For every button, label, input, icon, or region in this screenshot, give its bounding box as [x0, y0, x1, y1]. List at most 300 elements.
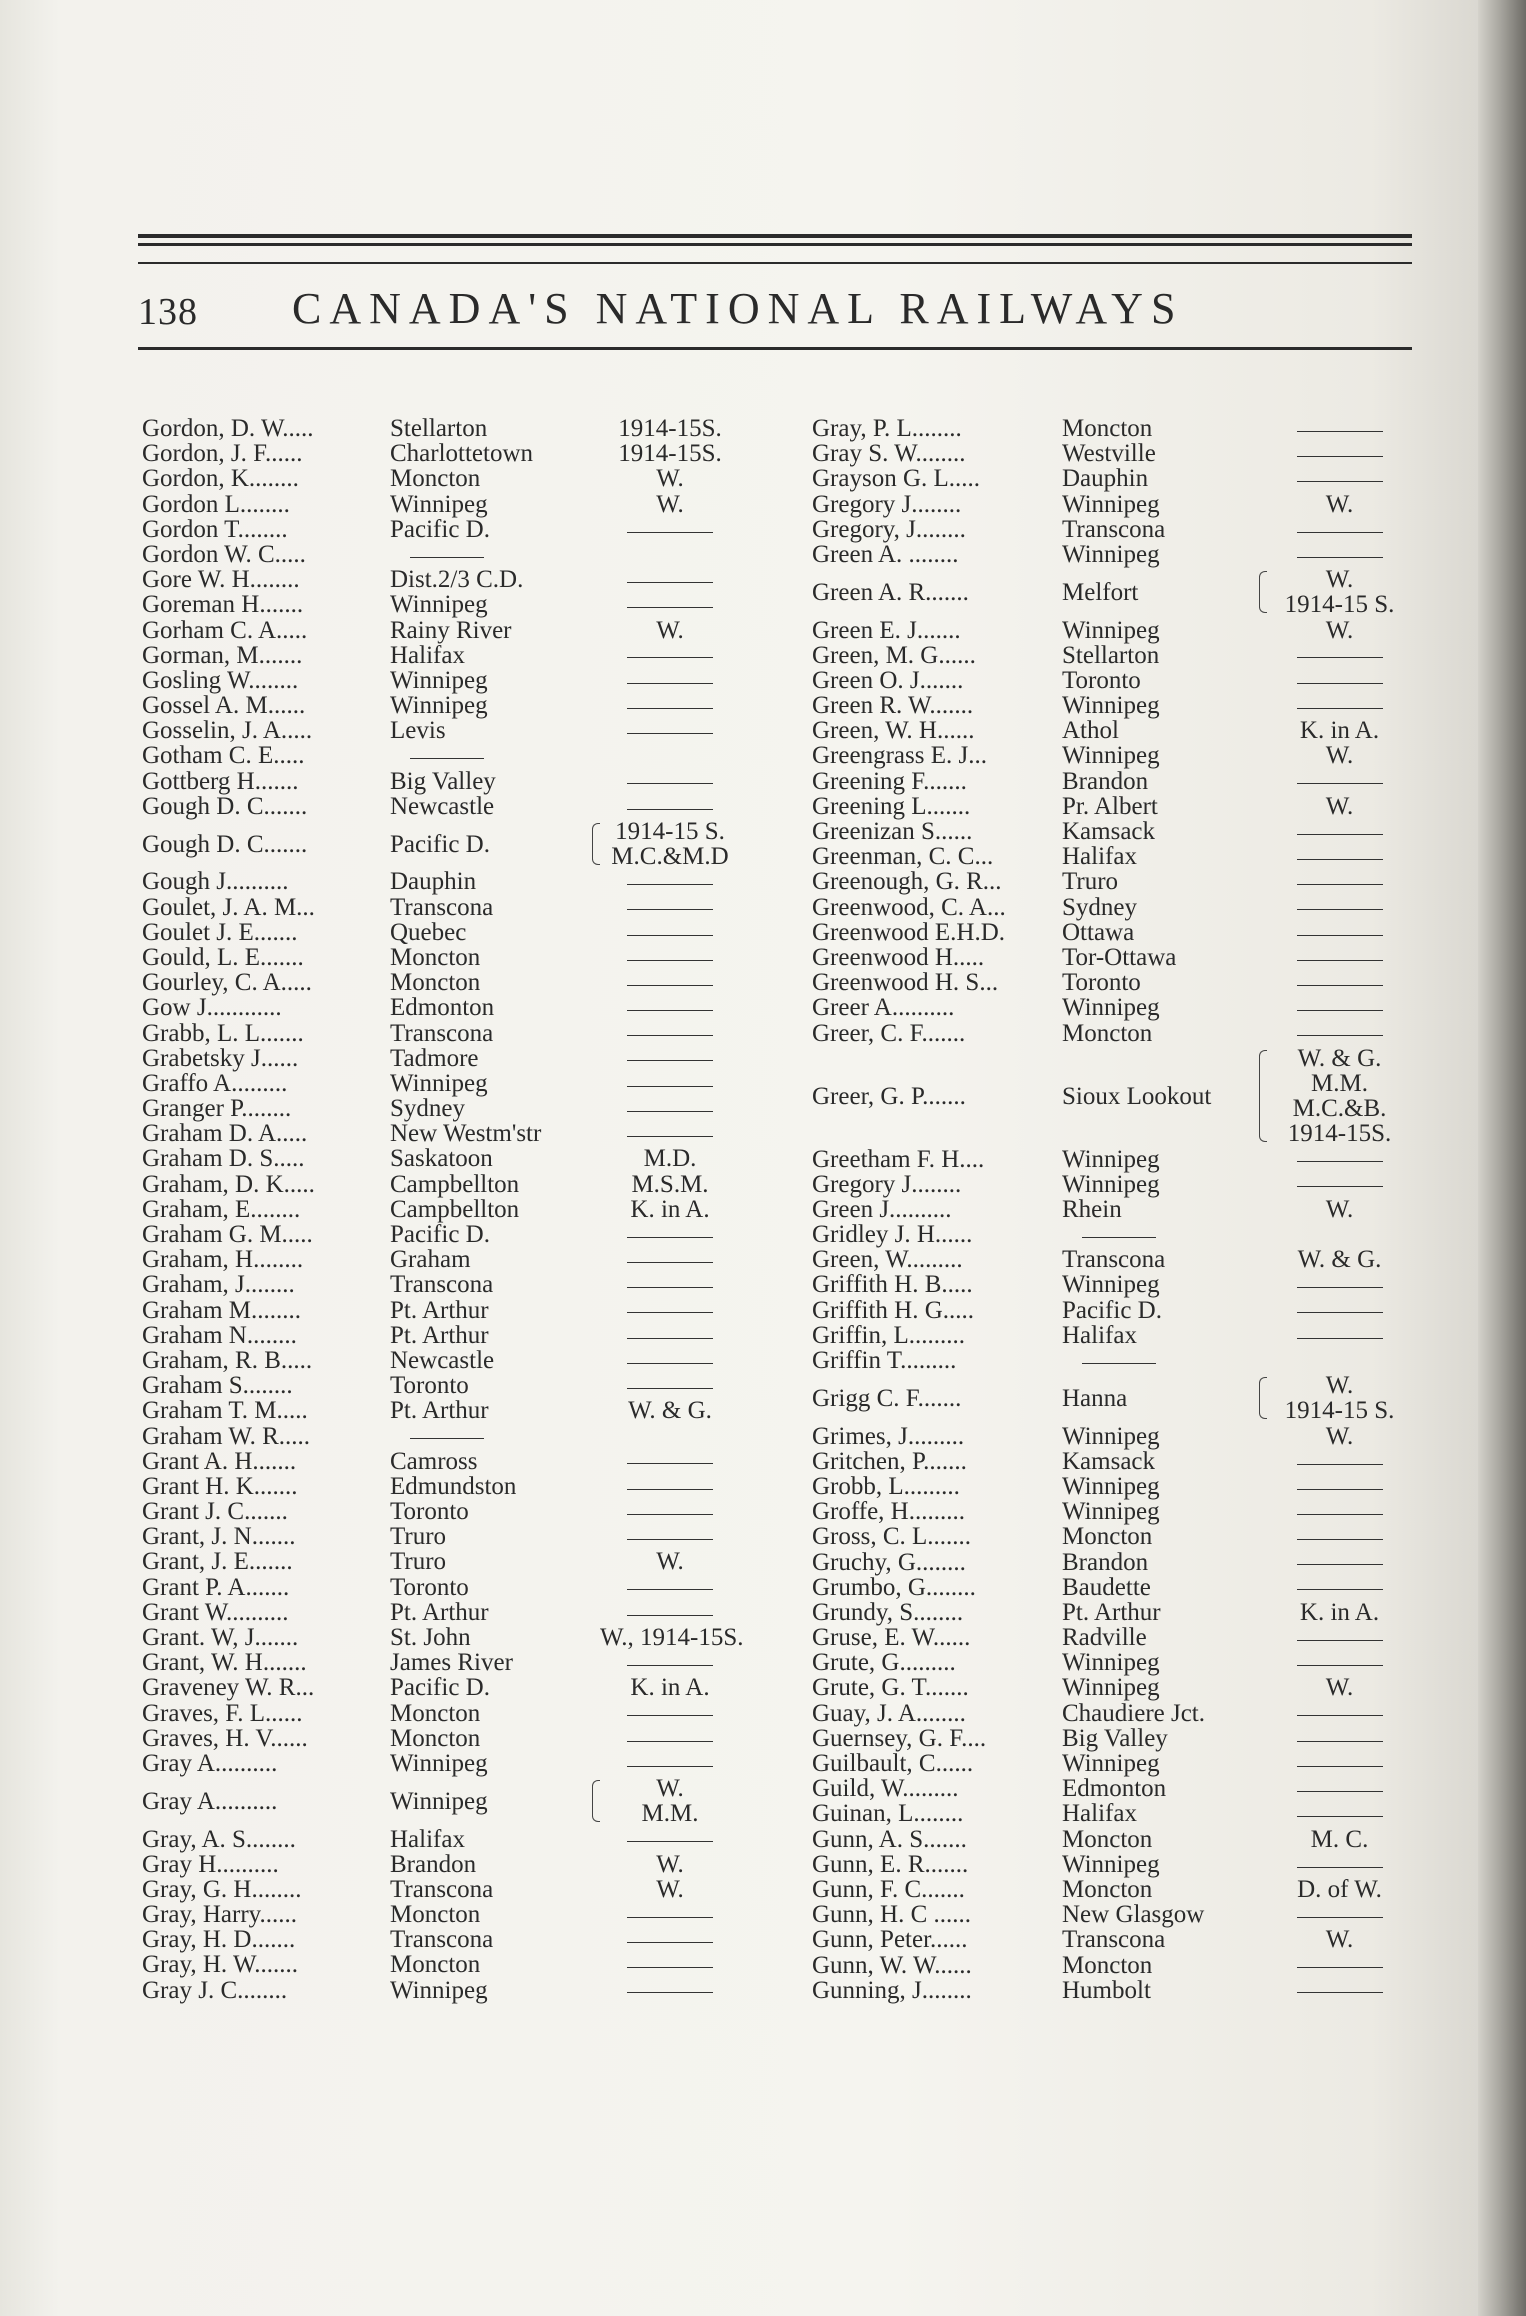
entry-name: Green, W. H......: [812, 717, 975, 745]
entry-remark: [600, 1877, 740, 1902]
roll-entry: [812, 1172, 1412, 1197]
roll-entry: [812, 693, 1412, 718]
entry-remark: [600, 1373, 740, 1398]
header-rule: [138, 262, 1412, 264]
entry-place: Toronto: [390, 1498, 469, 1526]
entry-remark: [600, 1247, 740, 1272]
roll-entry: [812, 1801, 1412, 1826]
entry-remark: [600, 1222, 740, 1247]
roll-entry: [142, 970, 742, 995]
entry-place: Transcona: [1062, 1926, 1166, 1954]
entry-name: Gunn, H. C ......: [812, 1901, 972, 1929]
remark-dash: [1297, 1917, 1383, 1918]
entry-remark: [600, 643, 740, 668]
remark-dash: [627, 1766, 713, 1767]
entry-name: Gordon W. C.....: [142, 540, 306, 568]
roll-entry: [812, 542, 1412, 567]
entry-name: Gray, Harry......: [142, 1901, 298, 1929]
roll-entry: [142, 1726, 742, 1751]
entry-place: Moncton: [1062, 1951, 1153, 1979]
entry-name: Graham W. R.....: [142, 1422, 311, 1450]
roll-entry: [812, 1877, 1412, 1902]
entry-remark: [1267, 441, 1412, 466]
entry-remark: [600, 1549, 740, 1574]
roll-entry: [142, 1096, 742, 1121]
entry-remark: [1267, 995, 1412, 1020]
entry-place: Moncton: [1062, 415, 1153, 442]
remark-dash: [1297, 657, 1383, 658]
roll-entry: [812, 1222, 1412, 1247]
remark-dash: [627, 783, 713, 784]
entry-remark: [600, 1197, 740, 1222]
entry-remark: [600, 693, 740, 718]
entry-place: Winnipeg: [1062, 1649, 1160, 1677]
entry-name: Grayson G. L.....: [812, 465, 981, 493]
entry-name: Gridley J. H......: [812, 1221, 973, 1249]
remark-dash: [627, 683, 713, 684]
entry-remark: [600, 441, 740, 466]
entry-place: Edmonton: [1062, 1775, 1167, 1803]
entry-place: Winnipeg: [1062, 1170, 1160, 1198]
entry-remark: [600, 1021, 740, 1046]
entry-remark: [1267, 970, 1412, 995]
roll-entry: [812, 743, 1412, 768]
entry-place: Humbolt: [1062, 1976, 1151, 2004]
roll-entry: [142, 869, 742, 894]
entry-name: Gotham C. E.....: [142, 742, 305, 770]
roll-entry: [142, 1978, 742, 2003]
roll-entry: [142, 1927, 742, 1952]
roll-entry: [812, 1424, 1412, 1449]
entry-remark: [600, 416, 740, 441]
roll-entry: [142, 1272, 742, 1297]
entry-name: Gosling W........: [142, 666, 299, 694]
roll-entry: [812, 819, 1412, 844]
entry-name: Gray J. C........: [142, 1976, 288, 2004]
entry-place: Radville: [1062, 1624, 1147, 1652]
entry-remark: [1267, 1927, 1412, 1952]
remark-line: K. in A.: [1299, 717, 1380, 745]
entry-name: Greening L.......: [812, 792, 971, 820]
entry-name: Green J..........: [812, 1195, 952, 1223]
remark-dash: [627, 1463, 713, 1464]
entry-remark: [1267, 1147, 1412, 1172]
roll-entry: [142, 1222, 742, 1247]
entry-remark: [600, 1398, 740, 1423]
entry-place: Dauphin: [390, 868, 477, 896]
entry-name: Graham, E........: [142, 1195, 301, 1223]
entry-place: Westville: [1062, 440, 1156, 468]
entry-remark: [600, 1146, 740, 1171]
remark-dash: [1297, 859, 1383, 860]
entry-place: Rhein: [1062, 1195, 1122, 1223]
entry-name: Green, M. G......: [812, 641, 976, 669]
roll-entry: [142, 1474, 742, 1499]
entry-name: Gottberg H.......: [142, 767, 299, 795]
brace: [592, 1780, 600, 1822]
entry-place: Kamsack: [1062, 1447, 1156, 1475]
entry-name: Gray, H. W.......: [142, 1951, 299, 1979]
entry-name: Greer A..........: [812, 994, 955, 1022]
entry-remark: [600, 618, 740, 643]
entry-place: [1062, 1348, 1156, 1373]
roll-entry: [812, 769, 1412, 794]
entry-place: Chaudiere Jct.: [1062, 1699, 1206, 1727]
remark-dash: [627, 1060, 713, 1061]
remark-line: W., 1914-15S.: [600, 1624, 744, 1652]
entry-remark: [600, 1902, 740, 1927]
remark-dash: [627, 1539, 713, 1540]
roll-entry: [812, 1978, 1412, 2003]
entry-remark: [1267, 693, 1412, 718]
remark-dash: [1297, 1464, 1383, 1465]
entry-name: Grabb, L. L.......: [142, 1019, 304, 1047]
entry-remark: [600, 517, 740, 542]
entry-name: Gough J..........: [142, 868, 289, 896]
entry-remark: [600, 1575, 740, 1600]
entry-remark: [600, 492, 740, 517]
entry-place: Winnipeg: [390, 692, 488, 720]
remark-dash: [627, 1841, 713, 1842]
entry-name: Gray A..........: [142, 1787, 278, 1815]
entry-name: Gorman, M.......: [142, 641, 303, 669]
entry-place: Pacific D.: [390, 1674, 490, 1702]
entry-name: Gray, H. D.......: [142, 1926, 296, 1954]
entry-remark: [600, 1298, 740, 1323]
entry-place: Moncton: [390, 1724, 481, 1752]
roll-entry: [142, 1852, 742, 1877]
remark-dash: [627, 1942, 713, 1943]
remark-dash: [1297, 1791, 1383, 1792]
entry-place: [390, 1424, 484, 1449]
roll-entry: [142, 1549, 742, 1574]
entry-name: Guild, W.........: [812, 1775, 959, 1803]
entry-name: Gordon, J. F......: [142, 440, 303, 468]
remark-dash: [627, 1992, 713, 1993]
remark-dash: [627, 1086, 713, 1087]
entry-remark: [1267, 1726, 1412, 1751]
entry-remark: [1267, 769, 1412, 794]
roll-entry: [142, 466, 742, 491]
running-head: CANADA'S NATIONAL RAILWAYS: [292, 284, 1184, 333]
remark-line: W.: [656, 1850, 684, 1878]
roll-entry: [142, 1902, 742, 1927]
entry-remark: [1267, 618, 1412, 643]
remark-dash: [627, 1388, 713, 1389]
entry-remark: [600, 1272, 740, 1297]
roll-entry: [812, 643, 1412, 668]
roll-entry: [142, 1877, 742, 1902]
entry-remark: [1267, 1046, 1412, 1146]
entry-remark: [600, 1978, 740, 2003]
entry-remark: [1267, 819, 1412, 844]
entry-name: Gruse, E. W......: [812, 1624, 971, 1652]
roll-entry: [812, 1675, 1412, 1700]
entry-place: Winnipeg: [1062, 742, 1160, 770]
roll-entry: [142, 819, 742, 869]
page-number: 138: [138, 291, 198, 333]
entry-name: Guilbault, C......: [812, 1750, 974, 1778]
entry-remark: [1267, 1675, 1412, 1700]
entry-place: Sioux Lookout: [1062, 1082, 1212, 1110]
remark-dash: [627, 1489, 713, 1490]
entry-remark: [600, 1726, 740, 1751]
remark-dash: [627, 582, 713, 583]
entry-place: Moncton: [390, 1699, 481, 1727]
roll-entry: [142, 1524, 742, 1549]
entry-place: Winnipeg: [1062, 616, 1160, 644]
entry-place: Transcona: [390, 1875, 494, 1903]
remark-dash: [1297, 532, 1383, 533]
entry-remark: [1267, 1373, 1412, 1423]
entry-name: Gunn, E. R.......: [812, 1850, 969, 1878]
entry-place: Transcona: [390, 1926, 494, 1954]
entry-name: Griffin, L.........: [812, 1321, 965, 1349]
entry-place: Pacific D.: [390, 1221, 490, 1249]
remark-line: W.: [656, 1548, 684, 1576]
roll-entry: [812, 1827, 1412, 1852]
entry-remark: [1267, 1474, 1412, 1499]
entry-remark: [1267, 643, 1412, 668]
roll-entry: [812, 995, 1412, 1020]
entry-place: Pt. Arthur: [390, 1598, 489, 1626]
entry-remark: [1267, 1877, 1412, 1902]
entry-name: Grant, J. N.......: [142, 1523, 296, 1551]
entry-place: Ottawa: [1062, 918, 1135, 946]
entry-remark: [1267, 1776, 1412, 1801]
entry-name: Grimes, J.........: [812, 1422, 965, 1450]
entry-name: Green, W.........: [812, 1246, 963, 1274]
entry-place: Transcona: [390, 1019, 494, 1047]
entry-remark: [600, 466, 740, 491]
entry-name: Griffin T.........: [812, 1347, 957, 1374]
remark-line: W.: [1325, 1422, 1354, 1450]
entry-name: Gunn, W. W......: [812, 1951, 972, 1979]
entry-remark: [600, 869, 740, 894]
entry-remark: [1267, 567, 1412, 617]
entry-place: Levis: [390, 717, 446, 745]
entry-remark: [600, 1524, 740, 1549]
entry-place: Pr. Albert: [1062, 792, 1158, 820]
entry-place: Moncton: [1062, 1019, 1153, 1047]
remark-dash: [627, 935, 713, 936]
entry-place: Dist.2/3 C.D.: [390, 566, 524, 594]
entry-remark: [600, 1499, 740, 1524]
remark-dash: [627, 1967, 713, 1968]
entry-name: Graveney W. R...: [142, 1674, 315, 1702]
entry-place: Winnipeg: [390, 490, 488, 518]
entry-place: Winnipeg: [1062, 1472, 1160, 1500]
entry-remark: [1267, 416, 1412, 441]
entry-place: Winnipeg: [390, 1976, 488, 2004]
remark-dash: [1297, 1287, 1383, 1288]
remark-line: M.D.: [643, 1145, 697, 1173]
roll-entry: [812, 517, 1412, 542]
entry-remark: [600, 1600, 740, 1625]
entry-remark: [1267, 945, 1412, 970]
roll-entry: [812, 1776, 1412, 1801]
roll-entry: [812, 895, 1412, 920]
entry-name: Greer, G. P.......: [812, 1082, 966, 1110]
entry-name: Gunning, J........: [812, 1976, 972, 2004]
roll-entry: [142, 567, 742, 592]
remark-line: M.S.M.: [631, 1170, 709, 1198]
entry-name: Gore W. H........: [142, 566, 300, 594]
place-dash: [410, 758, 484, 759]
roll-entry: [142, 668, 742, 693]
entry-remark: [600, 567, 740, 592]
roll-entry: [142, 416, 742, 441]
entry-name: Graham S........: [142, 1372, 293, 1400]
entry-remark: [1267, 1801, 1412, 1826]
entry-place: Sydney: [390, 1095, 465, 1123]
entry-name: Gough D. C.......: [142, 830, 308, 858]
book-spine: [1478, 0, 1526, 2316]
entry-name: Graham T. M.....: [142, 1397, 308, 1425]
entry-name: Gunn, A. S.......: [812, 1825, 967, 1853]
entry-name: Graham M........: [142, 1296, 301, 1324]
entry-name: Gregory J........: [812, 1170, 962, 1198]
remark-line: M.M.: [1311, 1069, 1368, 1097]
entry-remark: [600, 592, 740, 617]
entry-place: Moncton: [390, 969, 481, 997]
entry-remark: [1267, 1575, 1412, 1600]
entry-place: Winnipeg: [1062, 1145, 1160, 1173]
entry-place: Halifax: [1062, 843, 1137, 871]
roll-entry: [812, 1373, 1412, 1423]
entry-name: Grant P. A.......: [142, 1573, 290, 1601]
entry-place: Saskatoon: [390, 1145, 493, 1173]
entry-name: Grute, G.........: [812, 1649, 956, 1677]
roll-entry: [142, 1146, 742, 1171]
entry-place: Pacific D.: [390, 515, 490, 543]
remark-line: 1914-15 S.: [1284, 591, 1395, 619]
roll-entry: [812, 1272, 1412, 1297]
entry-name: Granger P........: [142, 1095, 292, 1123]
entry-name: Grant, J. E.......: [142, 1548, 293, 1576]
entry-place: Quebec: [390, 918, 467, 946]
remark-dash: [627, 1615, 713, 1616]
roll-entry: [812, 1474, 1412, 1499]
entry-remark: [1267, 1751, 1412, 1776]
entry-name: Graffo A.........: [142, 1069, 288, 1097]
entry-name: Grigg C. F.......: [812, 1384, 962, 1412]
entry-place: Winnipeg: [1062, 540, 1160, 568]
entry-remark: [1267, 492, 1412, 517]
roll-entry: [142, 769, 742, 794]
roll-entry: [142, 895, 742, 920]
entry-place: Moncton: [1062, 1825, 1153, 1853]
entry-place: Big Valley: [1062, 1724, 1168, 1752]
roll-entry: [142, 517, 742, 542]
entry-remark: [600, 1348, 740, 1373]
entry-name: Greengrass E. J...: [812, 742, 987, 770]
entry-place: Moncton: [390, 943, 481, 971]
roll-entry: [812, 441, 1412, 466]
remark-dash: [627, 1363, 713, 1364]
remark-dash: [1297, 1010, 1383, 1011]
entry-place: Winnipeg: [1062, 490, 1160, 518]
entry-place: Melfort: [1062, 578, 1139, 606]
remark-dash: [627, 1136, 713, 1137]
entry-name: Gray S. W........: [812, 440, 966, 468]
remark-dash: [627, 1262, 713, 1263]
entry-place: Moncton: [390, 1951, 481, 1979]
entry-name: Gray, P. L........: [812, 415, 962, 442]
roll-entry: [142, 1298, 742, 1323]
remark-dash: [627, 1715, 713, 1716]
entry-remark: [600, 1827, 740, 1852]
remark-dash: [1297, 1186, 1383, 1187]
entry-place: Big Valley: [390, 767, 496, 795]
roll-entry: [812, 920, 1412, 945]
roll-entry: [142, 1600, 742, 1625]
entry-remark: [1267, 1827, 1412, 1852]
entry-remark: [1267, 1197, 1412, 1222]
entry-place: Winnipeg: [390, 1069, 488, 1097]
entry-name: Grant. W, J.......: [142, 1624, 299, 1652]
entry-remark: [600, 1323, 740, 1348]
entry-name: Gordon T........: [142, 515, 288, 543]
remark-dash: [1297, 1816, 1383, 1817]
entry-place: Pt. Arthur: [390, 1397, 489, 1425]
entry-remark: [600, 1751, 740, 1776]
roll-entry: [142, 1625, 742, 1650]
entry-remark: [1267, 794, 1412, 819]
roll-entry: [142, 1424, 742, 1449]
remark-dash: [627, 1312, 713, 1313]
entry-name: Grumbo, G........: [812, 1573, 976, 1601]
entry-name: Graham, H........: [142, 1246, 304, 1274]
entry-place: Moncton: [390, 465, 481, 493]
roll-entry: [142, 995, 742, 1020]
entry-name: Greenwood H.....: [812, 943, 985, 971]
entry-place: Pt. Arthur: [390, 1296, 489, 1324]
entry-name: Grant, W. H.......: [142, 1649, 307, 1677]
remark-dash: [1297, 834, 1383, 835]
roll-entry: [142, 1499, 742, 1524]
entry-remark: [600, 718, 740, 743]
remark-dash: [627, 1010, 713, 1011]
remark-dash: [1297, 909, 1383, 910]
entry-remark: [600, 819, 740, 869]
entry-name: Guernsey, G. F....: [812, 1724, 987, 1752]
roll-entry: [812, 1524, 1412, 1549]
roll-entry: [812, 1600, 1412, 1625]
remark-line: D. of W.: [1297, 1875, 1382, 1903]
entry-name: Graham, D. K.....: [142, 1170, 315, 1198]
roll-entry: [812, 567, 1412, 617]
entry-name: Gordon L........: [142, 490, 290, 518]
remark-line: W.: [1325, 1372, 1354, 1400]
remark-line: W. & G.: [1297, 1044, 1382, 1072]
remark-dash: [627, 532, 713, 533]
entry-place: Tadmore: [390, 1044, 479, 1072]
roll-entry: [812, 718, 1412, 743]
entry-remark: [600, 668, 740, 693]
entry-remark: [1267, 895, 1412, 920]
remark-dash: [627, 733, 713, 734]
remark-dash: [627, 960, 713, 961]
remark-dash: [627, 1917, 713, 1918]
entry-remark: [1267, 1625, 1412, 1650]
entry-place: Halifax: [1062, 1800, 1137, 1828]
roll-entry: [812, 416, 1412, 441]
entry-remark: [600, 1650, 740, 1675]
remark-dash: [1297, 431, 1383, 432]
entry-remark: [1267, 1021, 1412, 1046]
remark-dash: [1297, 1312, 1383, 1313]
